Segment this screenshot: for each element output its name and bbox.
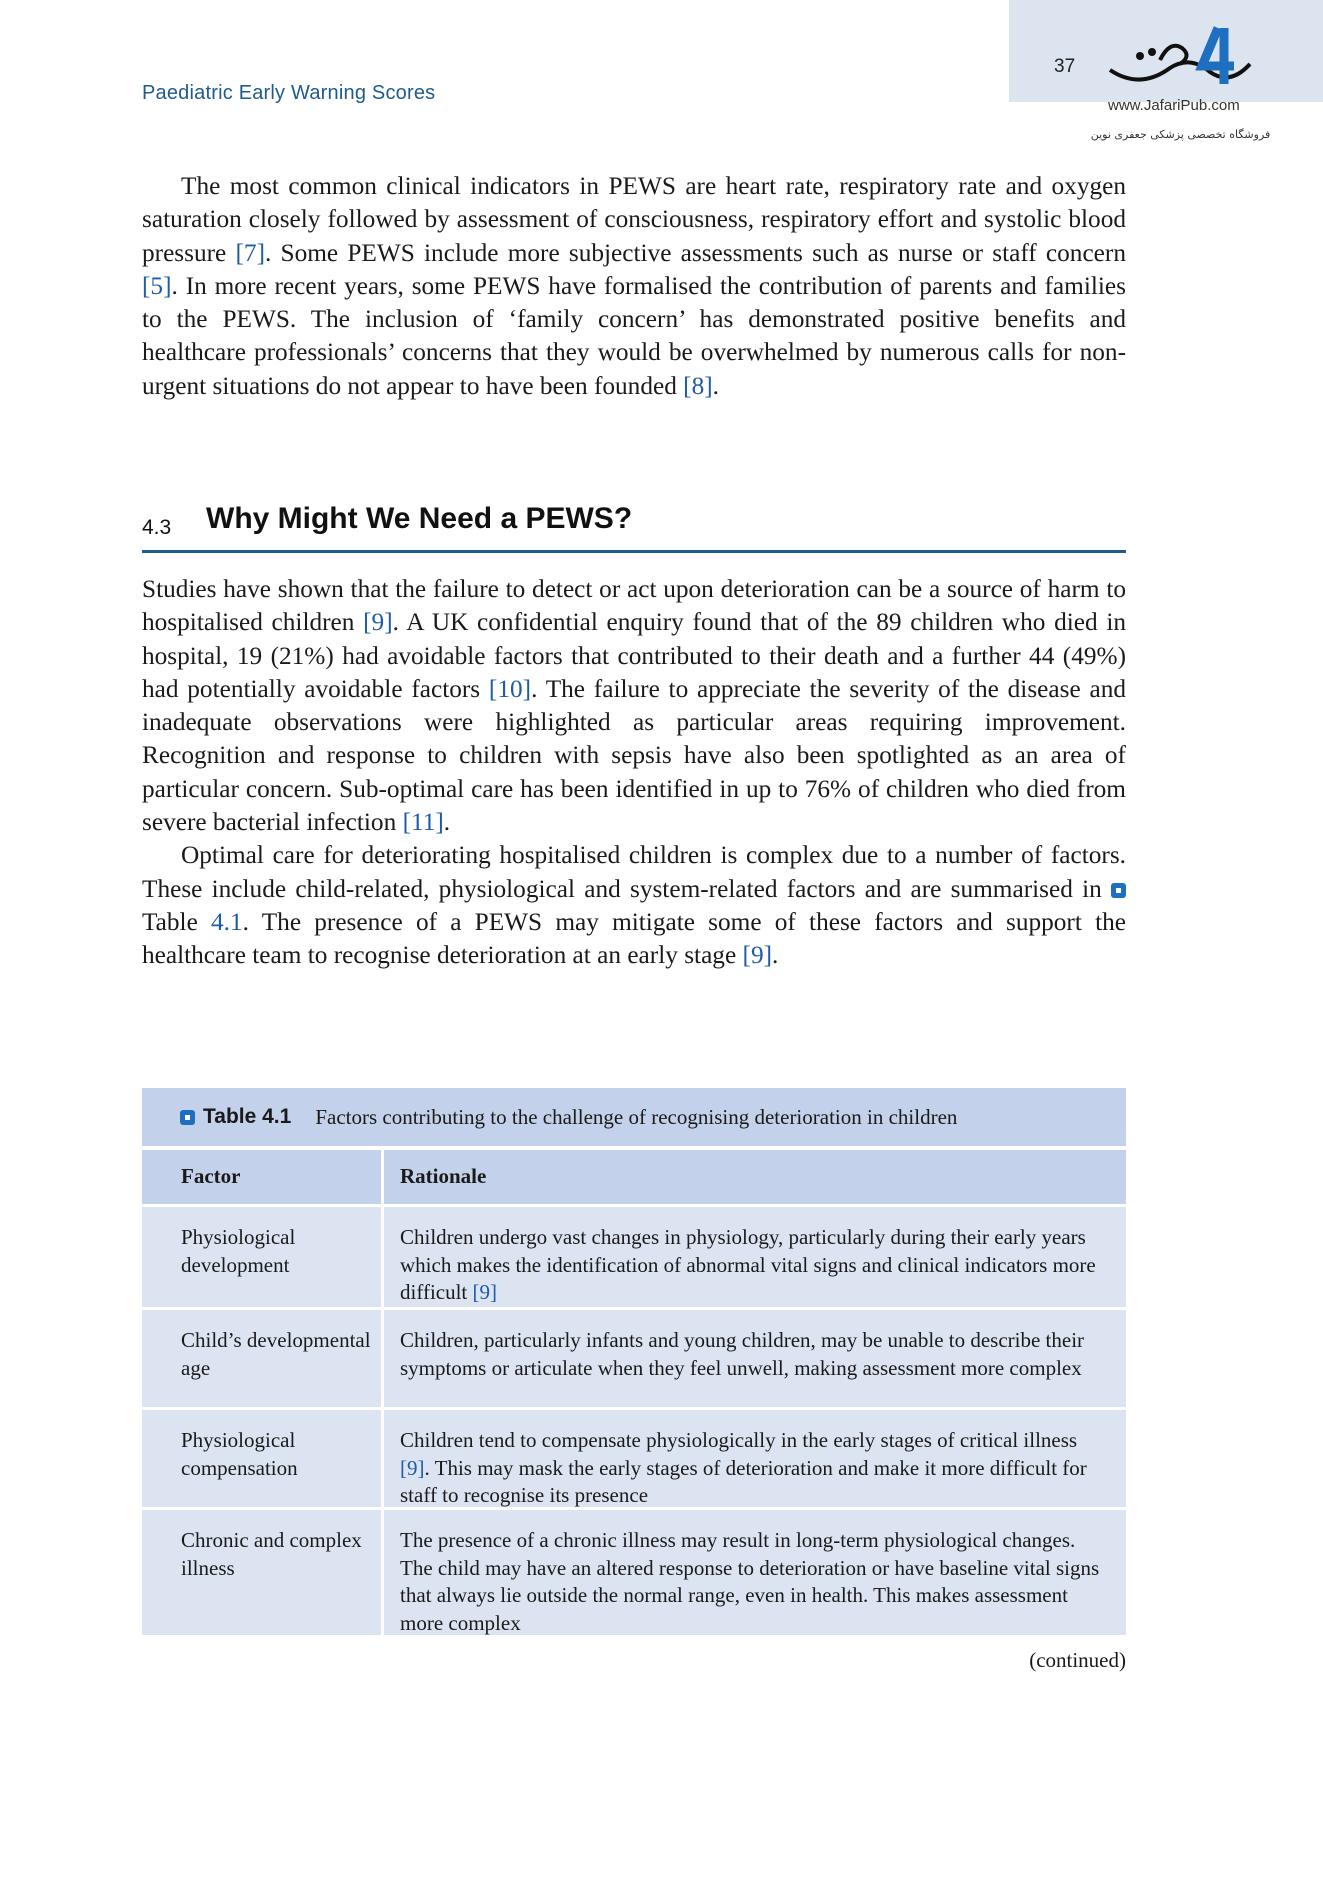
table-caption-text: Factors contributing to the challenge of recognising deterioration in children — [315, 1104, 958, 1129]
section-body — [142, 573, 1126, 973]
table-caption — [142, 1088, 1126, 1146]
citation-link[interactable]: [9] — [742, 941, 773, 970]
rationale-cell: Children tend to compensate physiologically in the early stages of critical illness [9]. This may mask the early stages of deterioration and make it more difficult for staff to recognise its presence — [384, 1410, 1126, 1507]
rationale-cell: The presence of a chronic illness may result in long-term physiological changes. The child may have an altered response to deterioration or have baseline vital signs that always lie outside the normal range, even in health. This makes assessment more complex — [384, 1510, 1126, 1635]
header-rationale: Rationale — [384, 1150, 1126, 1204]
table-continued-note: (continued) — [1029, 1648, 1126, 1672]
table-row — [142, 1310, 1126, 1407]
table-icon — [180, 1110, 195, 1125]
section-paragraph-2: Optimal care for deteriorating hospitalised children is complex due to a number of factors. These include child-related, physiological and system-related factors and are summarised in Table 4.1. The presence of a PEWS may mitigate some of these factors and support the healthcare team to recognise deterioration at an early stage [9]. — [142, 841, 1126, 970]
publisher-url: www.JafariPub.com — [1108, 97, 1240, 114]
factor-cell: Physiological development — [142, 1207, 381, 1307]
intro-paragraph: The most common clinical indicators in PEWS are heart rate, respiratory rate and oxygen saturation closely followed by assessment of consciousness, respiratory effort and systolic blood pressure [7]. Some PEWS include more subjective assessments such as nurse or staff concern [5]. In more recent years, some PEWS have formalised the contribution of parents and families to the PEWS. The inclusion of ‘family concern’ has demonstrated positive benefits and healthcare professionals’ concerns that they would be overwhelmed by numerous calls for non-urgent situations do not appear to have been founded [8]. — [142, 172, 1126, 400]
citation-link[interactable]: [10] — [488, 674, 532, 703]
table-row — [142, 1207, 1126, 1307]
factors-table — [142, 1088, 1126, 1635]
rationale-cell: Children, particularly infants and young children, may be unable to describe their symptoms or articulate when they feel unwell, making assessment more complex — [384, 1310, 1126, 1407]
section-number: 4.3 — [142, 516, 172, 539]
factor-cell: Chronic and complex illness — [142, 1510, 381, 1635]
publisher-logo-icon — [1100, 20, 1260, 100]
header-factor: Factor — [142, 1150, 381, 1204]
section-paragraph-1: Studies have shown that the failure to detect or act upon deterioration can be a source of harm to hospitalised children [9]. A UK confidential enquiry found that of the 89 children who died in hospital, 19 (21%) had avoidable factors that contributed to their death and a further 44 (49%) had potentially avoidable factors [10]. The failure to appreciate the severity of the disease and inadequate observations were highlighted as particular areas requiring improvement. Recognition and response to children with sepsis have also been spotlighted as an area of particular concern. Sub-optimal care has been identified in up to 76% of children who died from severe bacterial infection [11]. — [142, 575, 1126, 837]
running-head: Paediatric Early Warning Scores — [142, 82, 436, 104]
table-header-row — [142, 1150, 1126, 1204]
publisher-name-persian: فروشگاه تخصصی پزشکی جعفری نوین — [1090, 128, 1271, 141]
citation-link[interactable]: [5] — [142, 271, 172, 300]
section-heading — [142, 498, 1126, 553]
citation-link[interactable]: [11] — [402, 808, 444, 837]
table-row — [142, 1510, 1126, 1635]
factor-cell: Child’s developmental age — [142, 1310, 381, 1407]
table-link-icon[interactable] — [1111, 883, 1126, 898]
rationale-cell: Children undergo vast changes in physiology, particularly during their early years which makes the identification of abnormal vital signs and clinical indicators more difficult [9] — [384, 1207, 1126, 1307]
page-number: 37 — [1054, 56, 1076, 77]
factor-cell: Physiological compensation — [142, 1410, 381, 1507]
table-label: Table 4.1 — [203, 1105, 292, 1128]
citation-link[interactable]: [9] — [400, 1455, 425, 1480]
table-reference-link[interactable]: 4.1 — [211, 907, 243, 936]
table-row — [142, 1410, 1126, 1507]
citation-link[interactable]: [9] — [472, 1280, 498, 1304]
citation-link[interactable]: [7] — [235, 238, 265, 267]
citation-link[interactable]: [9] — [363, 608, 393, 637]
citation-link[interactable]: [8] — [683, 371, 713, 400]
section-title: Why Might We Need a PEWS? — [206, 502, 633, 535]
